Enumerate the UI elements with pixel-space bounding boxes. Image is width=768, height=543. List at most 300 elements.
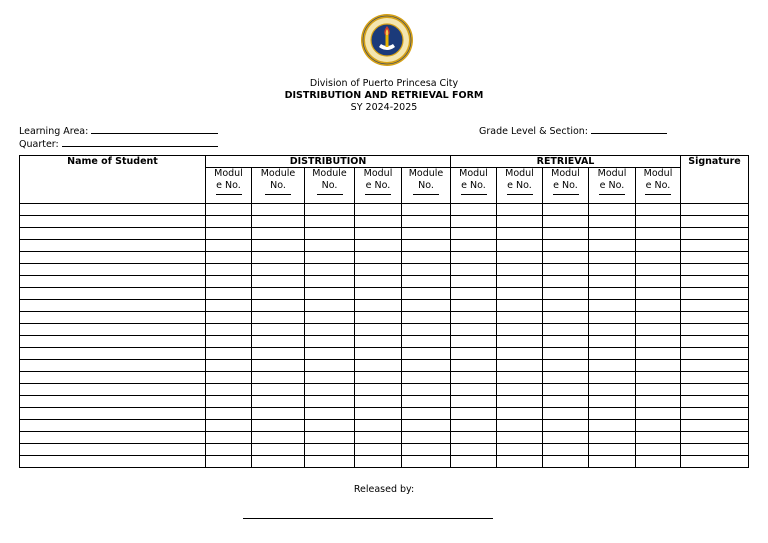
- module-check-cell[interactable]: [589, 204, 636, 216]
- module-check-cell[interactable]: [206, 444, 252, 456]
- module-number-blank[interactable]: [365, 194, 391, 195]
- module-check-cell[interactable]: [206, 372, 252, 384]
- quarter-field[interactable]: [19, 137, 218, 150]
- module-check-cell[interactable]: [451, 396, 497, 408]
- module-check-cell[interactable]: [355, 336, 402, 348]
- student-name-cell[interactable]: [20, 324, 206, 336]
- grade-level-field[interactable]: [479, 124, 667, 137]
- module-check-cell[interactable]: [252, 324, 305, 336]
- module-check-cell[interactable]: [589, 288, 636, 300]
- module-check-cell[interactable]: [589, 336, 636, 348]
- module-check-cell[interactable]: [497, 372, 543, 384]
- module-check-cell[interactable]: [636, 240, 681, 252]
- module-check-cell[interactable]: [402, 360, 451, 372]
- module-check-cell[interactable]: [589, 240, 636, 252]
- module-check-cell[interactable]: [305, 444, 355, 456]
- module-check-cell[interactable]: [543, 456, 589, 468]
- student-name-cell[interactable]: [20, 228, 206, 240]
- module-number-blank[interactable]: [553, 194, 579, 195]
- module-check-cell[interactable]: [497, 204, 543, 216]
- module-check-cell[interactable]: [589, 312, 636, 324]
- module-check-cell[interactable]: [402, 300, 451, 312]
- module-check-cell[interactable]: [402, 288, 451, 300]
- module-number-blank[interactable]: [461, 194, 487, 195]
- module-check-cell[interactable]: [497, 384, 543, 396]
- module-check-cell[interactable]: [402, 252, 451, 264]
- module-check-cell[interactable]: [252, 432, 305, 444]
- module-check-cell[interactable]: [543, 324, 589, 336]
- module-check-cell[interactable]: [305, 396, 355, 408]
- module-check-cell[interactable]: [497, 300, 543, 312]
- module-check-cell[interactable]: [402, 276, 451, 288]
- signature-cell[interactable]: [681, 432, 749, 444]
- module-check-cell[interactable]: [497, 324, 543, 336]
- module-check-cell[interactable]: [355, 396, 402, 408]
- module-check-cell[interactable]: [636, 456, 681, 468]
- module-check-cell[interactable]: [589, 300, 636, 312]
- signature-cell[interactable]: [681, 300, 749, 312]
- module-check-cell[interactable]: [589, 456, 636, 468]
- module-check-cell[interactable]: [543, 228, 589, 240]
- module-check-cell[interactable]: [589, 384, 636, 396]
- student-name-cell[interactable]: [20, 432, 206, 444]
- module-check-cell[interactable]: [355, 276, 402, 288]
- student-name-cell[interactable]: [20, 456, 206, 468]
- module-check-cell[interactable]: [497, 264, 543, 276]
- module-check-cell[interactable]: [355, 204, 402, 216]
- module-check-cell[interactable]: [451, 228, 497, 240]
- table-row: [20, 312, 749, 324]
- module-check-cell[interactable]: [305, 228, 355, 240]
- signature-cell[interactable]: [681, 288, 749, 300]
- signature-cell[interactable]: [681, 252, 749, 264]
- module-number-blank[interactable]: [413, 194, 439, 195]
- module-check-cell[interactable]: [206, 384, 252, 396]
- module-check-cell[interactable]: [252, 228, 305, 240]
- student-name-cell[interactable]: [20, 372, 206, 384]
- module-check-cell[interactable]: [543, 288, 589, 300]
- table-row: [20, 360, 749, 372]
- module-check-cell[interactable]: [305, 300, 355, 312]
- module-check-cell[interactable]: [402, 456, 451, 468]
- module-number-blank[interactable]: [317, 194, 343, 195]
- table-row: [20, 336, 749, 348]
- module-check-cell[interactable]: [252, 408, 305, 420]
- module-check-cell[interactable]: [355, 348, 402, 360]
- module-check-cell[interactable]: [543, 216, 589, 228]
- module-check-cell[interactable]: [402, 372, 451, 384]
- module-check-cell[interactable]: [206, 360, 252, 372]
- student-name-cell[interactable]: [20, 348, 206, 360]
- signature-cell[interactable]: [681, 384, 749, 396]
- grade-level-label: Grade Level & Section:: [479, 126, 589, 137]
- table-row: [20, 372, 749, 384]
- module-check-cell[interactable]: [252, 216, 305, 228]
- module-number-blank[interactable]: [599, 194, 625, 195]
- module-check-cell[interactable]: [636, 348, 681, 360]
- module-check-cell[interactable]: [497, 216, 543, 228]
- module-check-cell[interactable]: [543, 264, 589, 276]
- module-check-cell[interactable]: [543, 372, 589, 384]
- signature-cell[interactable]: [681, 444, 749, 456]
- retrieval-module-header: Modul e No.: [543, 168, 589, 204]
- signature-cell[interactable]: [681, 372, 749, 384]
- module-check-cell[interactable]: [451, 420, 497, 432]
- module-check-cell[interactable]: [451, 312, 497, 324]
- module-check-cell[interactable]: [636, 228, 681, 240]
- signature-cell[interactable]: [681, 456, 749, 468]
- signature-cell[interactable]: [681, 312, 749, 324]
- module-check-cell[interactable]: [497, 456, 543, 468]
- module-check-cell[interactable]: [636, 264, 681, 276]
- module-check-cell[interactable]: [252, 288, 305, 300]
- module-check-cell[interactable]: [497, 396, 543, 408]
- module-check-cell[interactable]: [451, 444, 497, 456]
- module-check-cell[interactable]: [589, 324, 636, 336]
- module-check-cell[interactable]: [451, 300, 497, 312]
- distribution-module-header: Module No.: [252, 168, 305, 204]
- module-check-cell[interactable]: [589, 276, 636, 288]
- signature-cell[interactable]: [681, 204, 749, 216]
- module-check-cell[interactable]: [252, 276, 305, 288]
- module-check-cell[interactable]: [636, 204, 681, 216]
- module-check-cell[interactable]: [206, 336, 252, 348]
- module-check-cell[interactable]: [636, 444, 681, 456]
- module-check-cell[interactable]: [451, 216, 497, 228]
- module-check-cell[interactable]: [206, 408, 252, 420]
- module-check-cell[interactable]: [543, 444, 589, 456]
- table-row: [20, 324, 749, 336]
- table-row: [20, 228, 749, 240]
- student-name-cell[interactable]: [20, 276, 206, 288]
- module-check-cell[interactable]: [206, 276, 252, 288]
- module-check-cell[interactable]: [206, 264, 252, 276]
- module-check-cell[interactable]: [451, 252, 497, 264]
- module-check-cell[interactable]: [305, 312, 355, 324]
- module-check-cell[interactable]: [451, 408, 497, 420]
- module-check-cell[interactable]: [206, 456, 252, 468]
- module-check-cell[interactable]: [206, 252, 252, 264]
- module-check-cell[interactable]: [636, 300, 681, 312]
- module-check-cell[interactable]: [636, 384, 681, 396]
- signature-cell[interactable]: [681, 336, 749, 348]
- module-check-cell[interactable]: [252, 420, 305, 432]
- module-check-cell[interactable]: [402, 312, 451, 324]
- module-check-cell[interactable]: [305, 216, 355, 228]
- module-check-cell[interactable]: [589, 396, 636, 408]
- module-check-cell[interactable]: [206, 216, 252, 228]
- module-check-cell[interactable]: [497, 252, 543, 264]
- module-check-cell[interactable]: [402, 348, 451, 360]
- module-check-cell[interactable]: [305, 276, 355, 288]
- signature-cell[interactable]: [681, 264, 749, 276]
- distribution-module-header: Module No.: [402, 168, 451, 204]
- module-check-cell[interactable]: [402, 408, 451, 420]
- signature-cell[interactable]: [681, 216, 749, 228]
- signature-cell[interactable]: [681, 276, 749, 288]
- module-check-cell[interactable]: [355, 264, 402, 276]
- module-check-cell[interactable]: [543, 432, 589, 444]
- module-check-cell[interactable]: [589, 348, 636, 360]
- quarter-blank[interactable]: [62, 137, 218, 147]
- signature-cell[interactable]: [681, 408, 749, 420]
- module-check-cell[interactable]: [589, 360, 636, 372]
- module-check-cell[interactable]: [206, 348, 252, 360]
- module-check-cell[interactable]: [636, 324, 681, 336]
- module-check-cell[interactable]: [402, 204, 451, 216]
- module-check-cell[interactable]: [451, 372, 497, 384]
- student-name-cell[interactable]: [20, 252, 206, 264]
- module-check-cell[interactable]: [543, 240, 589, 252]
- module-check-cell[interactable]: [543, 420, 589, 432]
- module-check-cell[interactable]: [305, 336, 355, 348]
- module-check-cell[interactable]: [252, 240, 305, 252]
- module-check-cell[interactable]: [252, 252, 305, 264]
- module-check-cell[interactable]: [252, 264, 305, 276]
- signature-cell[interactable]: [681, 240, 749, 252]
- module-check-cell[interactable]: [252, 336, 305, 348]
- module-check-cell[interactable]: [355, 432, 402, 444]
- module-check-cell[interactable]: [355, 372, 402, 384]
- module-check-cell[interactable]: [543, 360, 589, 372]
- table-row: [20, 204, 749, 216]
- module-check-cell[interactable]: [402, 444, 451, 456]
- module-check-cell[interactable]: [402, 228, 451, 240]
- module-check-cell[interactable]: [636, 276, 681, 288]
- signature-header: Signature: [681, 156, 749, 204]
- module-check-cell[interactable]: [305, 372, 355, 384]
- module-check-cell[interactable]: [252, 360, 305, 372]
- module-check-cell[interactable]: [497, 228, 543, 240]
- module-check-cell[interactable]: [355, 324, 402, 336]
- module-check-cell[interactable]: [451, 360, 497, 372]
- module-check-cell[interactable]: [402, 336, 451, 348]
- module-check-cell[interactable]: [497, 276, 543, 288]
- module-check-cell[interactable]: [636, 408, 681, 420]
- module-check-cell[interactable]: [402, 240, 451, 252]
- released-by-signature-line[interactable]: [243, 518, 493, 519]
- module-check-cell[interactable]: [636, 396, 681, 408]
- module-check-cell[interactable]: [206, 240, 252, 252]
- module-check-cell[interactable]: [589, 252, 636, 264]
- module-check-cell[interactable]: [589, 420, 636, 432]
- learning-area-field[interactable]: [19, 124, 218, 137]
- module-check-cell[interactable]: [543, 408, 589, 420]
- module-check-cell[interactable]: [589, 228, 636, 240]
- module-check-cell[interactable]: [497, 444, 543, 456]
- module-check-cell[interactable]: [543, 252, 589, 264]
- module-check-cell[interactable]: [451, 204, 497, 216]
- module-check-cell[interactable]: [305, 360, 355, 372]
- module-check-cell[interactable]: [355, 288, 402, 300]
- signature-cell[interactable]: [681, 348, 749, 360]
- module-check-cell[interactable]: [451, 384, 497, 396]
- module-check-cell[interactable]: [305, 204, 355, 216]
- signature-cell[interactable]: [681, 420, 749, 432]
- module-check-cell[interactable]: [636, 360, 681, 372]
- module-check-cell[interactable]: [543, 348, 589, 360]
- module-check-cell[interactable]: [589, 408, 636, 420]
- module-check-cell[interactable]: [402, 324, 451, 336]
- module-check-cell[interactable]: [305, 348, 355, 360]
- module-check-cell[interactable]: [451, 348, 497, 360]
- table-row: [20, 348, 749, 360]
- module-check-cell[interactable]: [636, 288, 681, 300]
- module-number-blank[interactable]: [216, 194, 242, 195]
- module-check-cell[interactable]: [543, 312, 589, 324]
- module-check-cell[interactable]: [451, 240, 497, 252]
- student-name-cell[interactable]: [20, 420, 206, 432]
- module-check-cell[interactable]: [355, 216, 402, 228]
- module-check-cell[interactable]: [206, 288, 252, 300]
- module-check-cell[interactable]: [305, 408, 355, 420]
- module-check-cell[interactable]: [589, 432, 636, 444]
- student-name-cell[interactable]: [20, 444, 206, 456]
- module-check-cell[interactable]: [402, 384, 451, 396]
- module-check-cell[interactable]: [355, 456, 402, 468]
- module-check-cell[interactable]: [355, 360, 402, 372]
- module-check-cell[interactable]: [305, 432, 355, 444]
- module-check-cell[interactable]: [636, 312, 681, 324]
- module-check-cell[interactable]: [543, 396, 589, 408]
- module-check-cell[interactable]: [355, 252, 402, 264]
- student-name-cell[interactable]: [20, 264, 206, 276]
- student-name-cell[interactable]: [20, 408, 206, 420]
- module-check-cell[interactable]: [451, 336, 497, 348]
- signature-cell[interactable]: [681, 228, 749, 240]
- module-check-cell[interactable]: [451, 456, 497, 468]
- module-check-cell[interactable]: [497, 348, 543, 360]
- module-check-cell[interactable]: [543, 336, 589, 348]
- signature-cell[interactable]: [681, 324, 749, 336]
- module-check-cell[interactable]: [497, 240, 543, 252]
- school-year: SY 2024-2025: [350, 102, 418, 113]
- module-check-cell[interactable]: [206, 300, 252, 312]
- module-check-cell[interactable]: [402, 432, 451, 444]
- module-check-cell[interactable]: [497, 420, 543, 432]
- module-number-blank[interactable]: [645, 194, 671, 195]
- student-name-cell[interactable]: [20, 360, 206, 372]
- module-check-cell[interactable]: [402, 420, 451, 432]
- module-check-cell[interactable]: [543, 276, 589, 288]
- module-check-cell[interactable]: [206, 204, 252, 216]
- module-check-cell[interactable]: [206, 420, 252, 432]
- module-check-cell[interactable]: [305, 324, 355, 336]
- module-check-cell[interactable]: [305, 288, 355, 300]
- module-check-cell[interactable]: [636, 252, 681, 264]
- distribution-header: DISTRIBUTION: [206, 156, 451, 168]
- module-check-cell[interactable]: [451, 288, 497, 300]
- student-name-cell[interactable]: [20, 300, 206, 312]
- module-check-cell[interactable]: [497, 288, 543, 300]
- retrieval-header: RETRIEVAL: [451, 156, 681, 168]
- module-check-cell[interactable]: [305, 420, 355, 432]
- module-check-cell[interactable]: [355, 384, 402, 396]
- module-number-blank[interactable]: [507, 194, 533, 195]
- module-check-cell[interactable]: [636, 336, 681, 348]
- module-check-cell[interactable]: [402, 264, 451, 276]
- signature-cell[interactable]: [681, 360, 749, 372]
- grade-level-blank[interactable]: [591, 124, 667, 134]
- module-check-cell[interactable]: [305, 456, 355, 468]
- module-check-cell[interactable]: [206, 324, 252, 336]
- module-check-cell[interactable]: [636, 216, 681, 228]
- form-title: DISTRIBUTION AND RETRIEVAL FORM: [284, 90, 484, 101]
- module-check-cell[interactable]: [451, 324, 497, 336]
- module-check-cell[interactable]: [355, 240, 402, 252]
- module-check-cell[interactable]: [636, 372, 681, 384]
- module-check-cell[interactable]: [252, 384, 305, 396]
- module-check-cell[interactable]: [252, 456, 305, 468]
- module-check-cell[interactable]: [252, 204, 305, 216]
- module-check-cell[interactable]: [451, 276, 497, 288]
- module-check-cell[interactable]: [252, 312, 305, 324]
- module-number-blank[interactable]: [265, 194, 291, 195]
- module-check-cell[interactable]: [497, 360, 543, 372]
- module-check-cell[interactable]: [497, 432, 543, 444]
- module-check-cell[interactable]: [305, 264, 355, 276]
- module-check-cell[interactable]: [402, 396, 451, 408]
- module-check-cell[interactable]: [355, 444, 402, 456]
- module-check-cell[interactable]: [355, 420, 402, 432]
- learning-area-blank[interactable]: [91, 124, 218, 134]
- module-check-cell[interactable]: [305, 240, 355, 252]
- student-name-cell[interactable]: [20, 312, 206, 324]
- module-check-cell[interactable]: [402, 216, 451, 228]
- module-check-cell[interactable]: [543, 384, 589, 396]
- module-check-cell[interactable]: [589, 372, 636, 384]
- student-name-cell[interactable]: [20, 204, 206, 216]
- module-check-cell[interactable]: [252, 372, 305, 384]
- module-check-cell[interactable]: [543, 204, 589, 216]
- student-name-cell[interactable]: [20, 288, 206, 300]
- student-name-cell[interactable]: [20, 240, 206, 252]
- module-check-cell[interactable]: [206, 396, 252, 408]
- module-check-cell[interactable]: [355, 312, 402, 324]
- module-check-cell[interactable]: [252, 396, 305, 408]
- module-check-cell[interactable]: [252, 348, 305, 360]
- student-name-cell[interactable]: [20, 336, 206, 348]
- module-check-cell[interactable]: [497, 312, 543, 324]
- module-check-cell[interactable]: [305, 384, 355, 396]
- module-check-cell[interactable]: [497, 336, 543, 348]
- module-check-cell[interactable]: [252, 444, 305, 456]
- module-check-cell[interactable]: [355, 300, 402, 312]
- module-check-cell[interactable]: [497, 408, 543, 420]
- module-check-cell[interactable]: [589, 216, 636, 228]
- module-check-cell[interactable]: [451, 432, 497, 444]
- module-check-cell[interactable]: [252, 300, 305, 312]
- module-check-cell[interactable]: [355, 228, 402, 240]
- module-check-cell[interactable]: [636, 420, 681, 432]
- module-check-cell[interactable]: [206, 432, 252, 444]
- module-check-cell[interactable]: [206, 228, 252, 240]
- student-name-cell[interactable]: [20, 216, 206, 228]
- module-check-cell[interactable]: [305, 252, 355, 264]
- table-row: [20, 408, 749, 420]
- student-name-cell[interactable]: [20, 384, 206, 396]
- signature-cell[interactable]: [681, 396, 749, 408]
- module-check-cell[interactable]: [543, 300, 589, 312]
- module-check-cell[interactable]: [636, 432, 681, 444]
- module-check-cell[interactable]: [355, 408, 402, 420]
- student-name-cell[interactable]: [20, 396, 206, 408]
- module-check-cell[interactable]: [589, 264, 636, 276]
- module-check-cell[interactable]: [206, 312, 252, 324]
- table-row: [20, 420, 749, 432]
- module-check-cell[interactable]: [589, 444, 636, 456]
- module-check-cell[interactable]: [451, 264, 497, 276]
